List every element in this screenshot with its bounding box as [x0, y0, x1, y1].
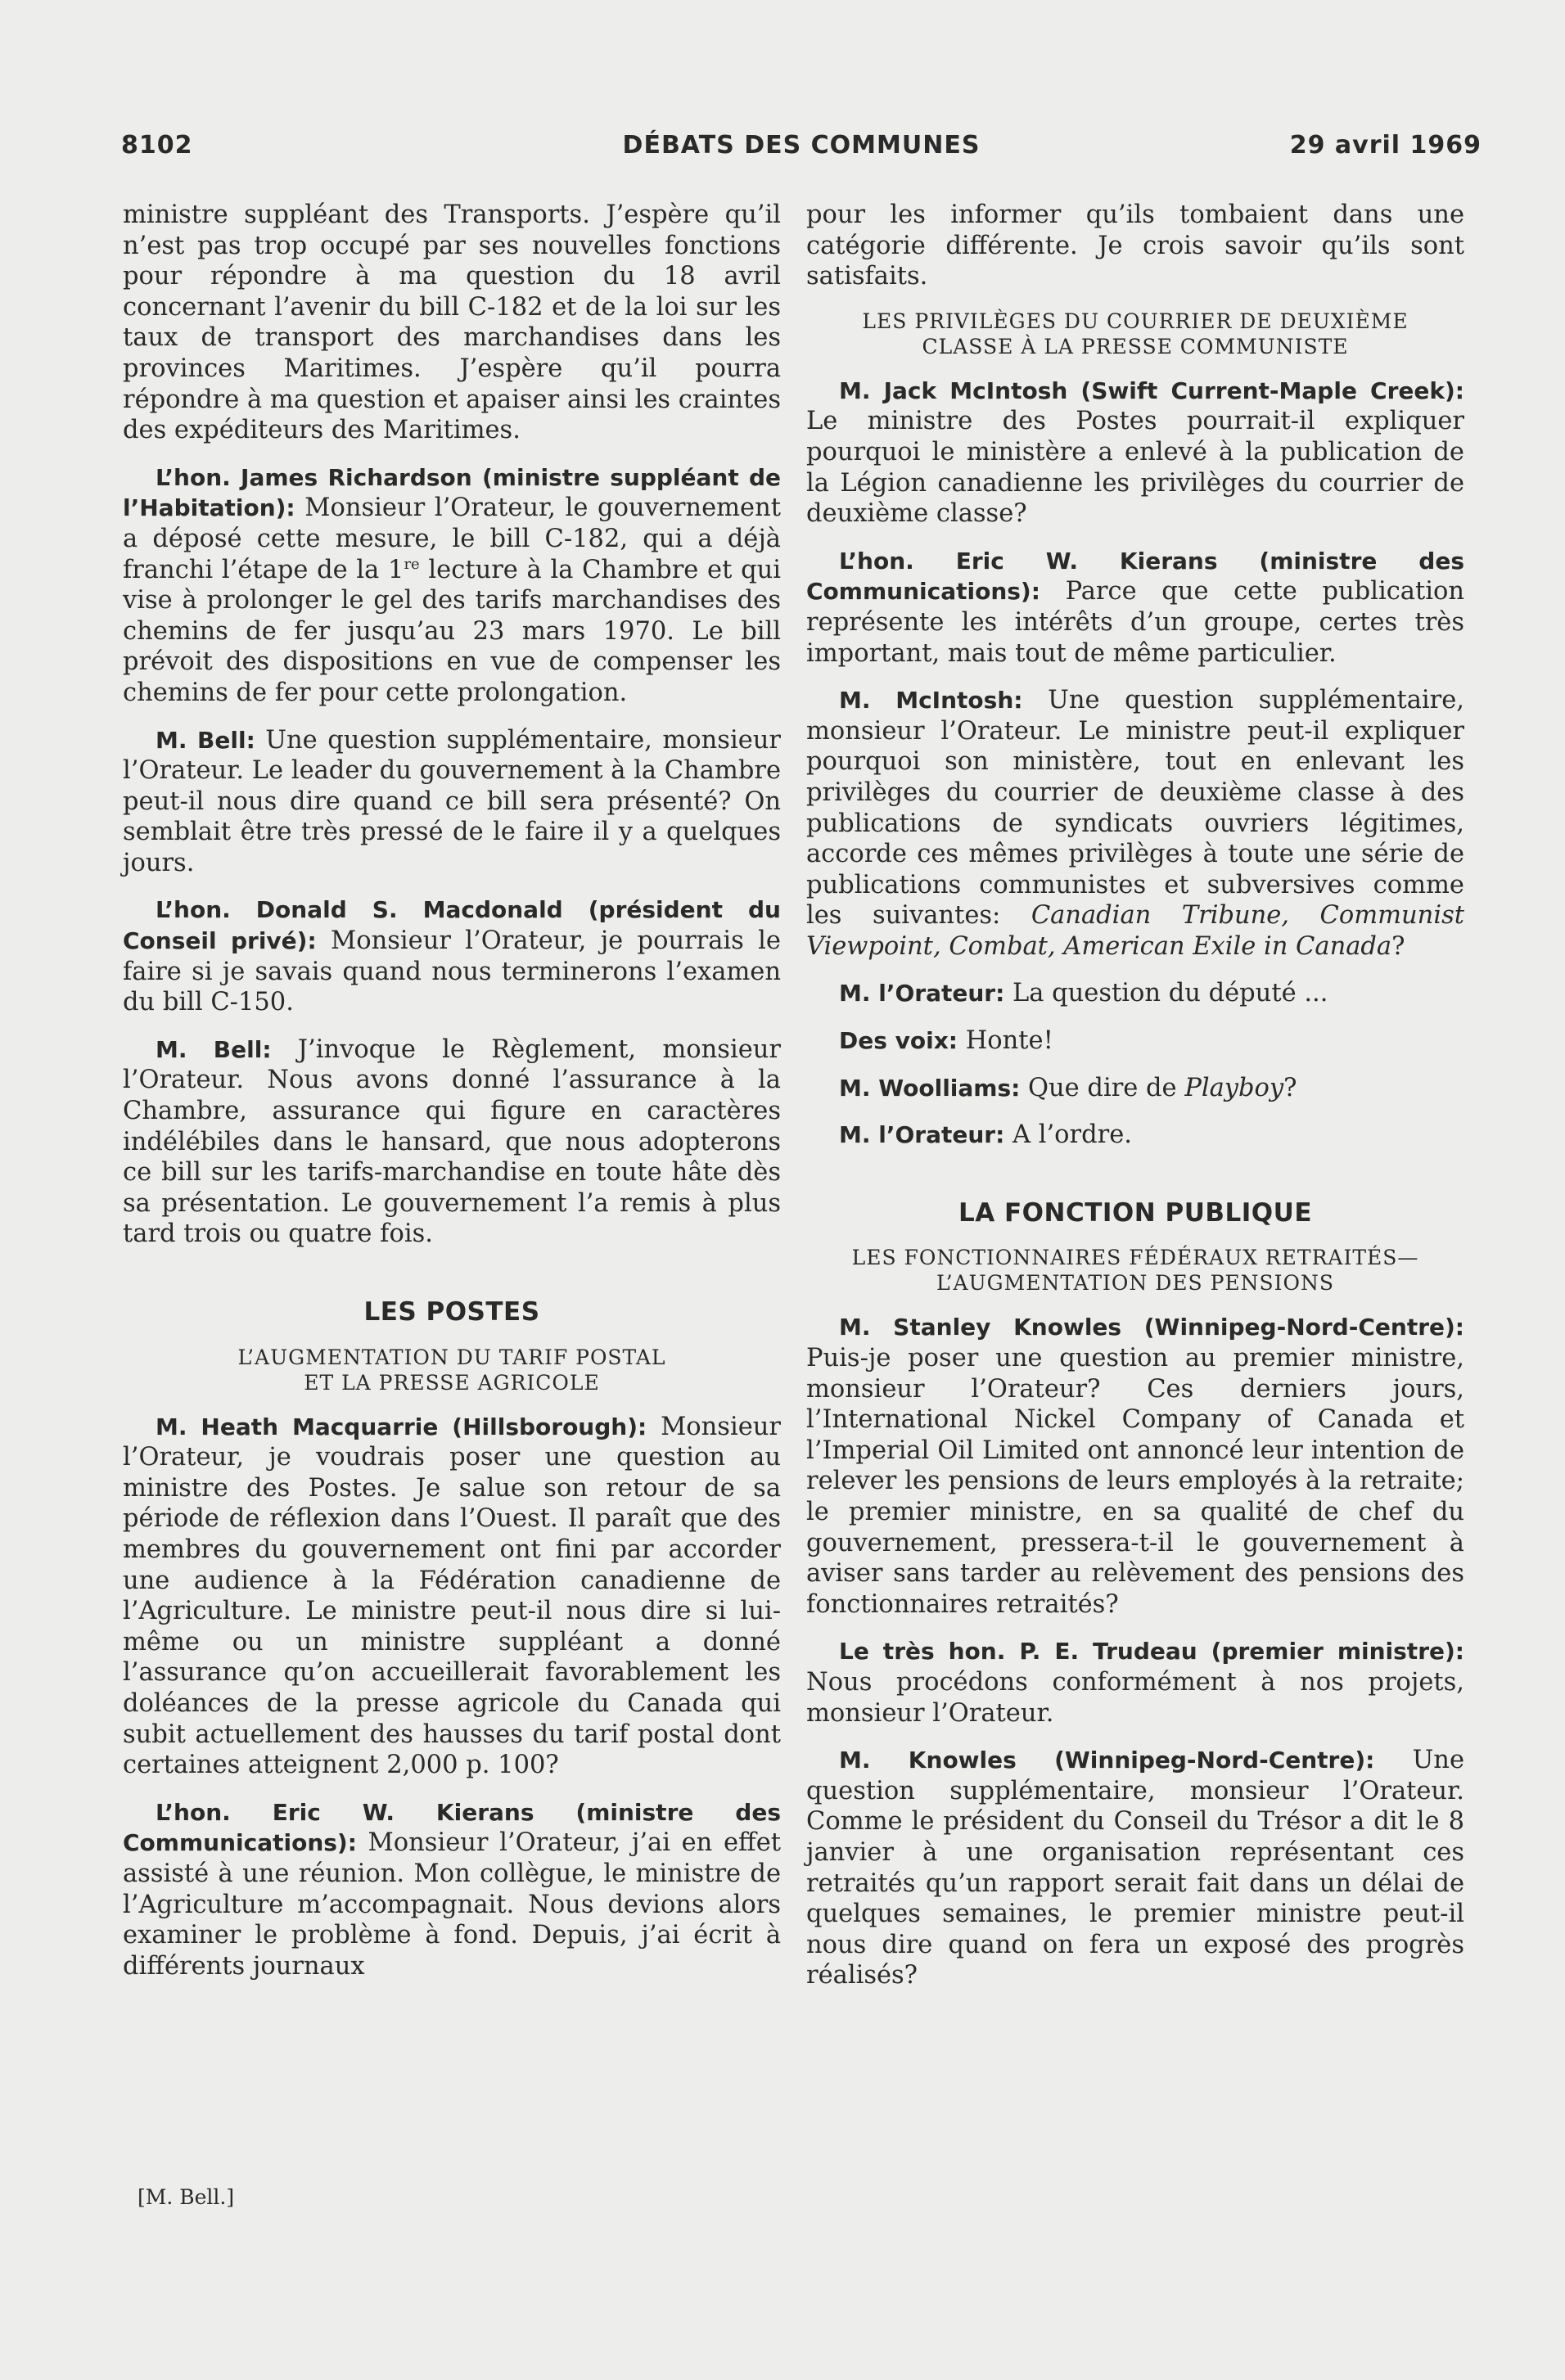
- speech-text: Puis-je poser une question au premier ministre, monsieur l’Orateur? Ces derniers jours, l’International Nickel Company of Canada et l’Imperial Oil Limited ont annoncé leur intention de relever les pensions de leurs employés à la retraite; le premier ministre, en sa qualité de chef du gouvernement, pressera-t-il le gouvernement à aviser sans tarder au relèvement des pensions des fonctionnaires retraités?: [806, 1344, 1464, 1619]
- speech-paragraph: [123, 1797, 781, 1982]
- speech-paragraph: [123, 895, 781, 1017]
- speech-text: Parce que cette publication représente les intérêts d’un groupe, certes très important, mais tout de même particulier.: [806, 577, 1464, 668]
- speaker-name: M. l’Orateur:: [839, 1121, 1005, 1149]
- subsection-heading-line: CLASSE À LA PRESSE COMMUNISTE: [922, 334, 1349, 358]
- speaker-name: L’hon. James Richardson (ministre suppléant de l’Habitation):: [123, 463, 781, 522]
- publication-titles: Canadian Tribune, Communist Viewpoint, Combat, American Exile in Canada: [806, 901, 1464, 961]
- speech-paragraph: [123, 1034, 781, 1250]
- speech-text: Monsieur l’Orateur, je pourrais le faire si je savais quand nous terminerons l’examen du bill C-150.: [123, 926, 781, 1017]
- subsection-heading-line: L’AUGMENTATION DES PENSIONS: [936, 1271, 1335, 1296]
- running-head: [121, 131, 1482, 167]
- speech-text: J’invoque le Règlement, monsieur l’Orateur. Nous avons donné l’assurance à la Chambre, assurance qui figure en caractères indélébiles dans le hansard, que nous adopterons ce bill sur les tarifs-marchandise en toute hâte dès sa présentation. Le gouvernement l’a remis à plus tard trois ou quatre fois.: [123, 1034, 781, 1249]
- subsection-heading: [123, 1345, 781, 1395]
- speaker-name: Des voix:: [839, 1027, 958, 1055]
- speech-paragraph: [806, 376, 1464, 530]
- speech-paragraph: [806, 1745, 1464, 1991]
- section-heading: LES POSTES: [363, 1297, 540, 1327]
- speech-text: La question du député ...: [1004, 979, 1328, 1008]
- speech-text: Monsieur l’Orateur, je voudrais poser une question au ministre des Postes. Je salue son retour de sa période de réflexion dans l’Ouest. Il paraît que des membres du gouvernement ont fini par accorder une audience à la Fédération canadienne de l’Agriculture. Le ministre peut-il nous dire si lui-même ou un ministre suppléant a donné l’assurance qu’on accueillerait favorablement les doléances de la presse agricole du Canada qui subit actuellement des hausses du tarif postal dont certaines atteignent 2,000 p. 100?: [123, 1412, 781, 1780]
- speech-text: Que dire de: [1020, 1073, 1185, 1102]
- right-column: [806, 200, 1464, 2008]
- speech-text: lecture à la Chambre et qui vise à prolonger le gel des tarifs marchandises des chemins de fer jusqu’au 23 mars 1970. Le bill prévoit des dispositions en vue de compenser les chemins de fer pour cette prolongation.: [123, 555, 781, 707]
- speech-paragraph: [806, 546, 1464, 669]
- speaker-name: Le très hon. P. E. Trudeau (premier ministre):: [839, 1638, 1464, 1666]
- issue-date: 29 avril 1969: [1289, 131, 1482, 160]
- speech-text: Le ministre des Postes pourrait-il expliquer pourquoi le ministère a enlevé à la publication de la Légion canadienne les privilèges du courrier de deuxième classe?: [806, 407, 1464, 529]
- paragraph: ministre suppléant des Transports. J’espère qu’il n’est pas trop occupé par ses nouvelles fonctions pour répondre à ma question du 18 avril concernant l’avenir du bill C-182 et de la loi sur les taux de transport des marchandises dans les provinces Maritimes. J’espère qu’il pourra répondre à ma question et apaiser ainsi les craintes des expéditeurs des Maritimes.: [123, 201, 781, 445]
- subsection-heading-line: L’AUGMENTATION DU TARIF POSTAL: [237, 1345, 666, 1369]
- speech-text: Monsieur l’Orateur, j’ai en effet assisté à une réunion. Mon collègue, le ministre de l’Agriculture m’accompagnait. Nous devions alors examiner le problème à fond. Depuis, j’ai écrit à différents journaux: [123, 1828, 781, 1981]
- speaker-name: M. Bell:: [156, 726, 255, 754]
- speech-paragraph: [806, 1312, 1464, 1620]
- punctuation: ?: [1283, 1073, 1297, 1102]
- publication-title: Playboy: [1184, 1073, 1284, 1102]
- page-number: 8102: [121, 131, 193, 160]
- subsection-heading: [806, 1245, 1464, 1296]
- speech-paragraph: [123, 1412, 781, 1781]
- subsection-heading-line: LES PRIVILÈGES DU COURRIER DE DEUXIÈME: [862, 309, 1409, 333]
- speech-text: Une question supplémentaire, monsieur l’Orateur. Le ministre peut-il expliquer pourquoi son ministère, tout en enlevant les privilèges du courrier de deuxième classe à des publications de syndicats ouvriers légitimes, accorde ces mêmes privilèges à toute une série de publications communistes et subversives comme les suivantes:: [806, 686, 1464, 931]
- paragraph: pour les informer qu’ils tombaient dans une catégorie différente. Je crois savoir qu’ils sont satisfaits.: [806, 201, 1464, 291]
- page-footer: [M. Bell.]: [138, 2185, 235, 2209]
- subsection-heading: [806, 309, 1464, 359]
- speaker-name: M. Heath Macquarrie (Hillsborough):: [156, 1413, 647, 1440]
- speaker-name: M. McIntosh:: [839, 687, 1023, 714]
- journal-title: DÉBATS DES COMMUNES: [622, 131, 981, 160]
- speaker-name: M. Woolliams:: [839, 1074, 1021, 1102]
- speaker-name: M. Stanley Knowles (Winnipeg-Nord-Centre):: [839, 1314, 1464, 1341]
- speech-paragraph: [806, 1025, 1464, 1057]
- speech-paragraph: [806, 1120, 1464, 1151]
- section-heading: LA FONCTION PUBLIQUE: [958, 1197, 1313, 1228]
- speech-paragraph: [806, 978, 1464, 1009]
- speech-text: A l’ordre.: [1004, 1120, 1132, 1150]
- speech-text: Une question supplémentaire, monsieur l’Orateur. Le leader du gouvernement à la Chambre peut-il nous dire quand ce bill sera présenté? On semblait être très pressé de le faire il y a quelques jours.: [123, 725, 781, 877]
- speech-paragraph: [806, 685, 1464, 962]
- speech-text: Nous procédons conformément à nos projets, monsieur l’Orateur.: [806, 1667, 1464, 1728]
- speaker-name: M. Bell:: [156, 1035, 272, 1063]
- speech-text: Honte!: [958, 1026, 1053, 1056]
- speech-paragraph: [123, 462, 781, 709]
- speech-text: Une question supplémentaire, monsieur l’Orateur. Comme le président du Conseil du Trésor a dit le 8 janvier à une organisation représentant ces retraités qu’un rapport serait fait dans un délai de quelques semaines, le premier ministre peut-il nous dire quand on fera un exposé des progrès réalisés?: [806, 1746, 1464, 1990]
- left-column: [123, 200, 781, 1998]
- speech-text: Monsieur l’Orateur, le gouvernement a déposé cette mesure, le bill C-182, qui a déjà franchi l’étape de la 1: [123, 494, 781, 584]
- speaker-name: M. Knowles (Winnipeg-Nord-Centre):: [839, 1747, 1375, 1774]
- speaker-name: L’hon. Eric W. Kierans (ministre des Communications):: [806, 547, 1464, 606]
- speaker-name: L’hon. Eric W. Kierans (ministre des Communications):: [123, 1798, 781, 1857]
- speech-paragraph: [806, 1073, 1464, 1104]
- subsection-heading-line: LES FONCTIONNAIRES FÉDÉRAUX RETRAITÉS—: [851, 1246, 1419, 1270]
- superscript: re: [404, 555, 420, 573]
- subsection-heading-line: ET LA PRESSE AGRICOLE: [304, 1370, 600, 1395]
- speech-paragraph: [123, 725, 781, 879]
- speaker-name: M. Jack McIntosh (Swift Current-Maple Creek):: [839, 376, 1464, 404]
- speaker-name: M. l’Orateur:: [839, 980, 1005, 1007]
- speech-paragraph: [806, 1636, 1464, 1729]
- speaker-name: L’hon. Donald S. Macdonald (président du Conseil privé):: [123, 896, 781, 955]
- punctuation: ?: [1391, 931, 1405, 961]
